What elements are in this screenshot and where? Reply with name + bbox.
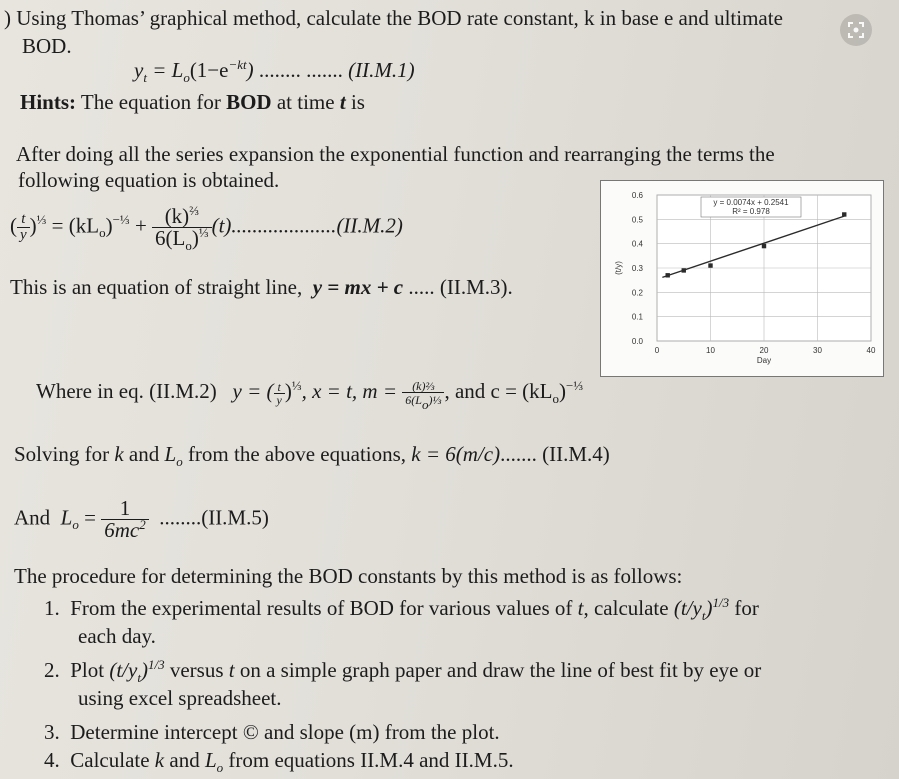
bod-chart (600, 180, 884, 377)
question-line-2: BOD. (22, 34, 72, 58)
y-tick-label: 0.5 (631, 215, 643, 225)
procedure-step-1-cont: each day. (78, 624, 156, 648)
x-tick-label: 30 (813, 346, 822, 355)
x-tick-label: 0 (654, 346, 660, 355)
equation-II-M-1: $y_t = L_o(1-e^{-kt})$ ........ ....... (II.M.1) (134, 57, 415, 85)
procedure-step-2-cont: using excel spreadsheet. (78, 686, 282, 710)
procedure-step-3: 3. Determine intercept © and slope (m) from the plot. (44, 720, 500, 744)
y-axis-label: (t/y) (614, 261, 623, 275)
data-point (666, 273, 670, 277)
x-tick-label: 20 (759, 346, 769, 355)
data-point (708, 263, 712, 267)
straight-line-statement: This is an equation of straight line, y = mx + c ..... (II.M.3). (10, 275, 513, 299)
where-definitions: Where in eq. (II.M.2) y = ( $\frac{t}{y}$ )$^{\frac{1}{3}}$, x = t, m = $\frac{\text{(k)⅔}}{\text{6(Lo)⅓}}$ , and $c = (kL_o)^{-\frac{1}{3}}$ (36, 377, 584, 412)
paragraph-line-1: After doing all the series expansion the exponential function and rearranging the terms the (16, 142, 775, 166)
y-tick-label: 0.1 (631, 312, 643, 322)
y-tick-label: 0.2 (631, 288, 643, 298)
data-point (682, 268, 686, 272)
procedure-step-2: 2. Plot $(t/y_t)^{1/3}$ versus t on a simple graph paper and draw the line of best fit by eye or (44, 657, 762, 685)
data-point (842, 212, 846, 216)
equation-II-M-2: ( $\frac{t}{y}$ )$^{\frac{1}{3}} = (kL_o)^{-\frac{1}{3}}$ + $\frac{(k)^{\frac{2}{3}}}{6(L_o)^{\frac{1}{3}}}$ (t)....................(II.M.2) (10, 203, 403, 253)
solving-line: Solving for k and $L_o$ from the above equations, k = 6(m/c)....... (II.M.4) (14, 442, 610, 469)
y-tick-label: 0.3 (631, 264, 643, 273)
bod-chart-svg (601, 181, 883, 376)
hints-line: Hints: The equation for BOD at time t is (20, 90, 365, 114)
y-tick-label: 0.0 (631, 337, 643, 346)
paragraph-line-2: following equation is obtained. (18, 168, 280, 192)
x-tick-label: 40 (866, 346, 876, 355)
equation-II-M-5: And $L_o$ = $\frac{1}{6mc^2}$ ........(II.M.5) (14, 496, 269, 542)
x-tick-label: 10 (706, 346, 715, 355)
x-axis-label: Day (756, 356, 772, 365)
data-point (762, 244, 766, 248)
procedure-step-1: 1. From the experimental results of BOD for various values of t, calculate $(t/y_t)^{1/3}$ for (44, 595, 759, 623)
lens-button[interactable] (840, 14, 872, 46)
y-tick-label: 0.6 (631, 191, 643, 200)
y-tick-label: 0.4 (631, 239, 643, 249)
trendline-equation-label: y = 0.0074x + 0.2541 (713, 198, 789, 207)
procedure-step-4: 4. Calculate k and $L_o$ from equations II.M.4 and II.M.5. (44, 748, 514, 775)
question-line-1: ) Using Thomas’ graphical method, calculate the BOD rate constant, k in base e and ultimate (4, 6, 783, 30)
r-squared-label: R² = 0.978 (732, 207, 770, 216)
procedure-intro: The procedure for determining the BOD constants by this method is as follows: (14, 564, 683, 588)
lens-icon (847, 21, 865, 39)
